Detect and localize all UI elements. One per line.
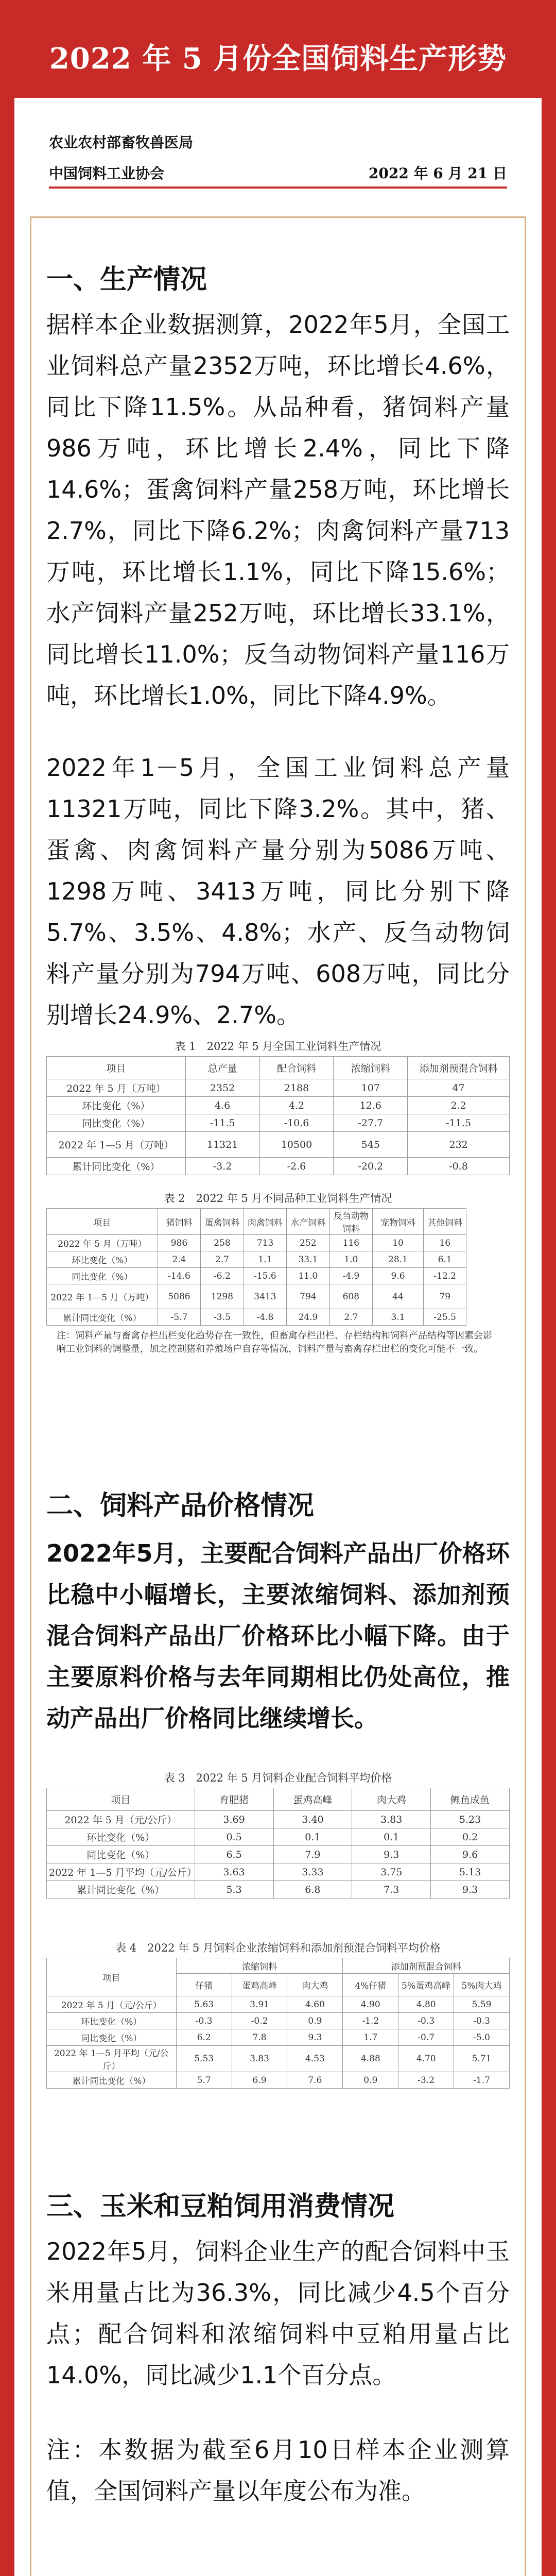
table-row (47, 2046, 510, 2072)
table-cell: 0.9 (343, 2072, 398, 2089)
table-cell: 12.6 (334, 1097, 408, 1114)
table-cell: 3.83 (352, 1811, 431, 1828)
table-cell: 7.6 (287, 2072, 343, 2089)
table-group-header: 添加剂预混合饲料 (343, 1958, 510, 1974)
table1-industrial-feed-production (46, 1056, 510, 1175)
table-cell: -10.6 (259, 1114, 334, 1132)
table-cell: 4.88 (343, 2046, 398, 2072)
table-cell: 6.1 (423, 1251, 466, 1268)
data-note: 注：本数据为截至6月10日样本企业测算值，全国饲料产量以年度公布为准。 (46, 2436, 510, 2505)
issue-date: 2022 年 6 月 21 日 (368, 165, 507, 182)
table-row (47, 1863, 510, 1881)
table-cell: 9.3 (352, 1846, 431, 1863)
table-cell: 4.60 (287, 1996, 343, 2013)
table-cell: -3.2 (398, 2072, 454, 2089)
table-row (47, 2013, 510, 2029)
table-cell: 7.9 (273, 1846, 352, 1863)
table-cell: 47 (408, 1079, 510, 1097)
table-header-cell: 配合饲料 (259, 1057, 334, 1079)
table-cell: 116 (329, 1235, 372, 1251)
production-paragraph-jan-may: 2022年1－5月，全国工业饲料总产量11321万吨，同比下降3.2%。其中，猪、蛋禽、肉禽饲料产量分别为5086万吨、1298万吨、3413万吨，同比分别下降5.7%、3.5%、4.8%；水产、反刍动物饲料产量分别为794万吨、608万吨，同比分别增长24.9%、2.7%。 (46, 754, 510, 1029)
table-cell: -25.5 (423, 1309, 466, 1326)
table-cell: -3.5 (201, 1309, 244, 1326)
table-cell: 6.8 (273, 1881, 352, 1899)
table-cell: 9.3 (287, 2029, 343, 2046)
table-cell: 33.1 (287, 1251, 329, 1268)
table-cell: 5.7 (176, 2072, 232, 2089)
table-cell: 4.80 (398, 1996, 454, 2013)
table-cell: 3.63 (195, 1863, 273, 1881)
table-cell: 同比变化（%） (47, 1846, 195, 1863)
table-cell: -0.3 (176, 2013, 232, 2029)
table3-caption: 表 3 2022 年 5 月饲料企业配合饲料平均价格 (164, 1772, 392, 1784)
table-row (47, 1132, 510, 1158)
table2-caption: 表 2 2022 年 5 月不同品种工业饲料生产情况 (164, 1192, 392, 1205)
table3-header-row (47, 1788, 510, 1811)
table-row (47, 1235, 510, 1251)
table-cell: 79 (423, 1284, 466, 1309)
table-cell: -0.3 (454, 2013, 510, 2029)
table-header-cell: 项目 (47, 1057, 186, 1079)
table-cell: 环比变化（%） (47, 1251, 158, 1268)
table-cell: 28.1 (373, 1251, 424, 1268)
page-title: 2022 年 5 月份全国饲料生产形势 (49, 42, 507, 76)
table-cell: 9.3 (431, 1881, 510, 1899)
table-cell: -2.6 (259, 1158, 334, 1175)
table-header-cell: 宠物饲料 (373, 1209, 424, 1235)
table-header-cell: 蛋鸡高峰 (273, 1788, 352, 1811)
table-header-cell: 鲤鱼成鱼 (431, 1788, 510, 1811)
table-cell: 608 (329, 1284, 372, 1309)
table-row (47, 1079, 510, 1097)
table-cell: 5.13 (431, 1863, 510, 1881)
table-cell: 6.2 (176, 2029, 232, 2046)
table-cell: 3.1 (373, 1309, 424, 1326)
table-cell: 545 (334, 1132, 408, 1158)
table-row (47, 1158, 510, 1175)
table-cell: 1.1 (244, 1251, 286, 1268)
table-cell: 107 (334, 1079, 408, 1097)
table-header-cell: 5%蛋鸡高峰 (398, 1974, 454, 1996)
table-cell: 794 (287, 1284, 329, 1309)
table2-feed-by-species (46, 1208, 510, 1326)
table-row (47, 1114, 510, 1132)
table-cell: 10500 (259, 1132, 334, 1158)
table-cell: 7.8 (232, 2029, 287, 2046)
table-cell: 累计同比变化（%） (47, 1158, 186, 1175)
table-cell: 同比变化（%） (47, 2029, 177, 2046)
table-cell: -4.9 (329, 1268, 372, 1284)
table-row (47, 1097, 510, 1114)
table-cell: -11.5 (185, 1114, 259, 1132)
co-issuer-name: 中国饲料工业协会 (49, 165, 165, 182)
table-cell: 2.7 (329, 1309, 372, 1326)
table-row (47, 1284, 510, 1309)
table-row (47, 1811, 510, 1828)
table2-header-row (47, 1209, 510, 1235)
table-cell: 环比变化（%） (47, 1097, 186, 1114)
table-row (47, 1828, 510, 1846)
table-row (47, 1268, 510, 1284)
table-cell: 2022 年 5 月（元/公斤） (47, 1811, 195, 1828)
table-cell: 3.83 (232, 2046, 287, 2072)
header-divider (49, 187, 507, 189)
table-cell: 2022 年 5 月（元/公斤） (47, 1996, 177, 2013)
table-cell: 5086 (158, 1284, 200, 1309)
table-row (47, 1251, 510, 1268)
table-cell: -3.2 (185, 1158, 259, 1175)
table3-compound-feed-prices (46, 1788, 510, 1899)
table-row (47, 2029, 510, 2046)
table-cell: -12.2 (423, 1268, 466, 1284)
table-cell: 累计同比变化（%） (47, 1881, 195, 1899)
table-cell: 同比变化（%） (47, 1114, 186, 1132)
table-cell: 6.9 (232, 2072, 287, 2089)
table-cell: -1.7 (454, 2072, 510, 2089)
table-cell: 9.6 (373, 1268, 424, 1284)
table-header-cell: 肉禽饲料 (244, 1209, 286, 1235)
table-header-cell: 猪饲料 (158, 1209, 200, 1235)
table-cell: 4.70 (398, 2046, 454, 2072)
table-cell: 1.7 (343, 2029, 398, 2046)
table-header-cell: 其他饲料 (423, 1209, 466, 1235)
section-heading-corn-soymeal: 三、玉米和豆粕饲用消费情况 (46, 2191, 395, 2222)
table-cell: 9.6 (431, 1846, 510, 1863)
table-header-cell: 仔猪 (176, 1974, 232, 1996)
table4-concentrate-premix-prices (46, 1958, 510, 2089)
corn-soymeal-paragraph: 2022年5月，饲料企业生产的配合饲料中玉米用量占比为36.3%，同比减少4.5个百分点；配合饲料和浓缩饲料中豆粕用量占比14.0%，同比减少1.1个百分点。 (46, 2238, 510, 2389)
table-header-cell: 水产饲料 (287, 1209, 329, 1235)
table-cell: 252 (287, 1235, 329, 1251)
table-cell: 11321 (185, 1132, 259, 1158)
table-header-cell: 蛋禽饲料 (201, 1209, 244, 1235)
table-cell: 5.59 (454, 1996, 510, 2013)
issuer-name: 农业农村部畜牧兽医局 (49, 134, 194, 151)
table-cell: 累计同比变化（%） (47, 2072, 177, 2089)
table-cell: -11.5 (408, 1114, 510, 1132)
table-cell: 4.53 (287, 2046, 343, 2072)
table-cell: -27.7 (334, 1114, 408, 1132)
table-cell: 713 (244, 1235, 286, 1251)
table1-caption: 表 1 2022 年 5 月全国工业饲料生产情况 (175, 1040, 381, 1053)
table-cell: 1298 (201, 1284, 244, 1309)
table-cell: 2.2 (408, 1097, 510, 1114)
table-cell: 5.3 (195, 1881, 273, 1899)
table-cell: -0.3 (398, 2013, 454, 2029)
table-cell: 3.69 (195, 1811, 273, 1828)
table-row (47, 1881, 510, 1899)
table-cell: 232 (408, 1132, 510, 1158)
table-cell: 11.0 (287, 1268, 329, 1284)
table-header-cell: 蛋鸡高峰 (232, 1974, 287, 1996)
table-cell: 7.3 (352, 1881, 431, 1899)
table-cell: 4.90 (343, 1996, 398, 2013)
table-cell: 2022 年 1—5 月（万吨） (47, 1284, 158, 1309)
table-cell: 0.1 (352, 1828, 431, 1846)
table-cell: 2022 年 5 月（万吨） (47, 1079, 186, 1097)
table-header-cell: 反刍动物饲料 (329, 1209, 372, 1235)
table-cell: 2022 年 1—5 月（万吨） (47, 1132, 186, 1158)
prices-paragraph: 2022年5月，主要配合饲料产品出厂价格环比稳中小幅增长，主要浓缩饲料、添加剂预混合饲料产品出厂价格环比小幅下降。由于主要原料价格与去年同期相比仍处高位，推动产品出厂价格同比继续增长。 (46, 1539, 510, 1732)
table-row (47, 2072, 510, 2089)
section-heading-prices: 二、饲料产品价格情况 (46, 1490, 315, 1521)
table-header-cell: 5%肉大鸡 (454, 1974, 510, 1996)
table-header-cell: 浓缩饲料 (334, 1057, 408, 1079)
table-header-cell: 添加剂预混合饲料 (408, 1057, 510, 1079)
table-group-header: 浓缩饲料 (176, 1958, 343, 1974)
table-cell: -6.2 (201, 1268, 244, 1284)
table-cell: -14.6 (158, 1268, 200, 1284)
table-cell: 16 (423, 1235, 466, 1251)
table-cell: -0.7 (398, 2029, 454, 2046)
table-cell: 3.75 (352, 1863, 431, 1881)
table-cell: 2022 年 1—5 月平均（元/公斤） (47, 1863, 195, 1881)
table-cell: 5.53 (176, 2046, 232, 2072)
table-cell: -15.6 (244, 1268, 286, 1284)
table-cell: 5.23 (431, 1811, 510, 1828)
table-cell: 2.4 (158, 1251, 200, 1268)
table-cell: -5.7 (158, 1309, 200, 1326)
table-header-cell: 肉大鸡 (352, 1788, 431, 1811)
table4-group-row (47, 1958, 510, 1974)
table-cell: 2.7 (201, 1251, 244, 1268)
table-row (47, 1996, 510, 2013)
table-cell: 4.2 (259, 1097, 334, 1114)
table-cell: 3.33 (273, 1863, 352, 1881)
table-cell: 3413 (244, 1284, 286, 1309)
table-cell: 2352 (185, 1079, 259, 1097)
table1-header-row (47, 1057, 510, 1079)
table-header-cell: 肉大鸡 (287, 1974, 343, 1996)
table-cell: 2022 年 5 月（万吨） (47, 1235, 158, 1251)
table-cell: 2188 (259, 1079, 334, 1097)
table-header-cell: 项目 (47, 1788, 195, 1811)
table-cell: 0.9 (287, 2013, 343, 2029)
table-cell: 986 (158, 1235, 200, 1251)
section-heading-production: 一、生产情况 (46, 264, 207, 295)
table-cell: 258 (201, 1235, 244, 1251)
table-cell: 24.9 (287, 1309, 329, 1326)
table-cell: -5.0 (454, 2029, 510, 2046)
production-paragraph-may: 据样本企业数据测算，2022年5月，全国工业饲料总产量2352万吨，环比增长4.6%，同比下降11.5%。从品种看，猪饲料产量986万吨，环比增长2.4%，同比下降14.6%；蛋禽饲料产量258万吨，环比增长2.7%，同比下降6.2%；肉禽饲料产量713万吨，环比增长1.1%，同比下降15.6%；水产饲料产量252万吨，环比增长33.1%，同比增长11.0%；反刍动物饲料产量116万吨，环比增长1.0%，同比下降4.9%。 (46, 311, 510, 709)
table-cell: 1.0 (329, 1251, 372, 1268)
table-cell: 44 (373, 1284, 424, 1309)
table-cell: -0.8 (408, 1158, 510, 1175)
table-cell: 同比变化（%） (47, 1268, 158, 1284)
table-cell: -20.2 (334, 1158, 408, 1175)
table-header-cell: 育肥猪 (195, 1788, 273, 1811)
table-cell: 4.6 (185, 1097, 259, 1114)
table-cell: 0.2 (431, 1828, 510, 1846)
table-header-cell: 项目 (47, 1209, 158, 1235)
table-cell: 6.5 (195, 1846, 273, 1863)
table-cell: 5.63 (176, 1996, 232, 2013)
table-cell: 2022 年 1—5 月平均（元/公斤） (47, 2046, 177, 2072)
table-row (47, 1846, 510, 1863)
table-cell: 5.71 (454, 2046, 510, 2072)
table-header-cell: 总产量 (185, 1057, 259, 1079)
table-cell: 10 (373, 1235, 424, 1251)
table-cell: 0.5 (195, 1828, 273, 1846)
table-header-cell: 项目 (47, 1958, 177, 1996)
table-row (47, 1309, 510, 1326)
table-cell: -4.8 (244, 1309, 286, 1326)
table-cell: 累计同比变化（%） (47, 1309, 158, 1326)
table-cell: 环比变化（%） (47, 2013, 177, 2029)
table2-footnote: 注：饲料产量与畜禽存栏出栏变化趋势存在一致性，但畜禽存栏出栏、存栏结构和饲料产品结构等因素会影响工业饲料的调整量，加之控制猪和养殖场户自存等情况，饲料产量与畜禽存栏出栏的变化可能不一致。 (57, 1330, 492, 1354)
table-cell: 0.1 (273, 1828, 352, 1846)
table4-caption: 表 4 2022 年 5 月饲料企业浓缩饲料和添加剂预混合饲料平均价格 (115, 1942, 441, 1954)
table-cell: -0.2 (232, 2013, 287, 2029)
table-cell: -1.2 (343, 2013, 398, 2029)
table-header-cell: 4%仔猪 (343, 1974, 398, 1996)
table-cell: 3.91 (232, 1996, 287, 2013)
table-cell: 环比变化（%） (47, 1828, 195, 1846)
table-cell: 3.40 (273, 1811, 352, 1828)
